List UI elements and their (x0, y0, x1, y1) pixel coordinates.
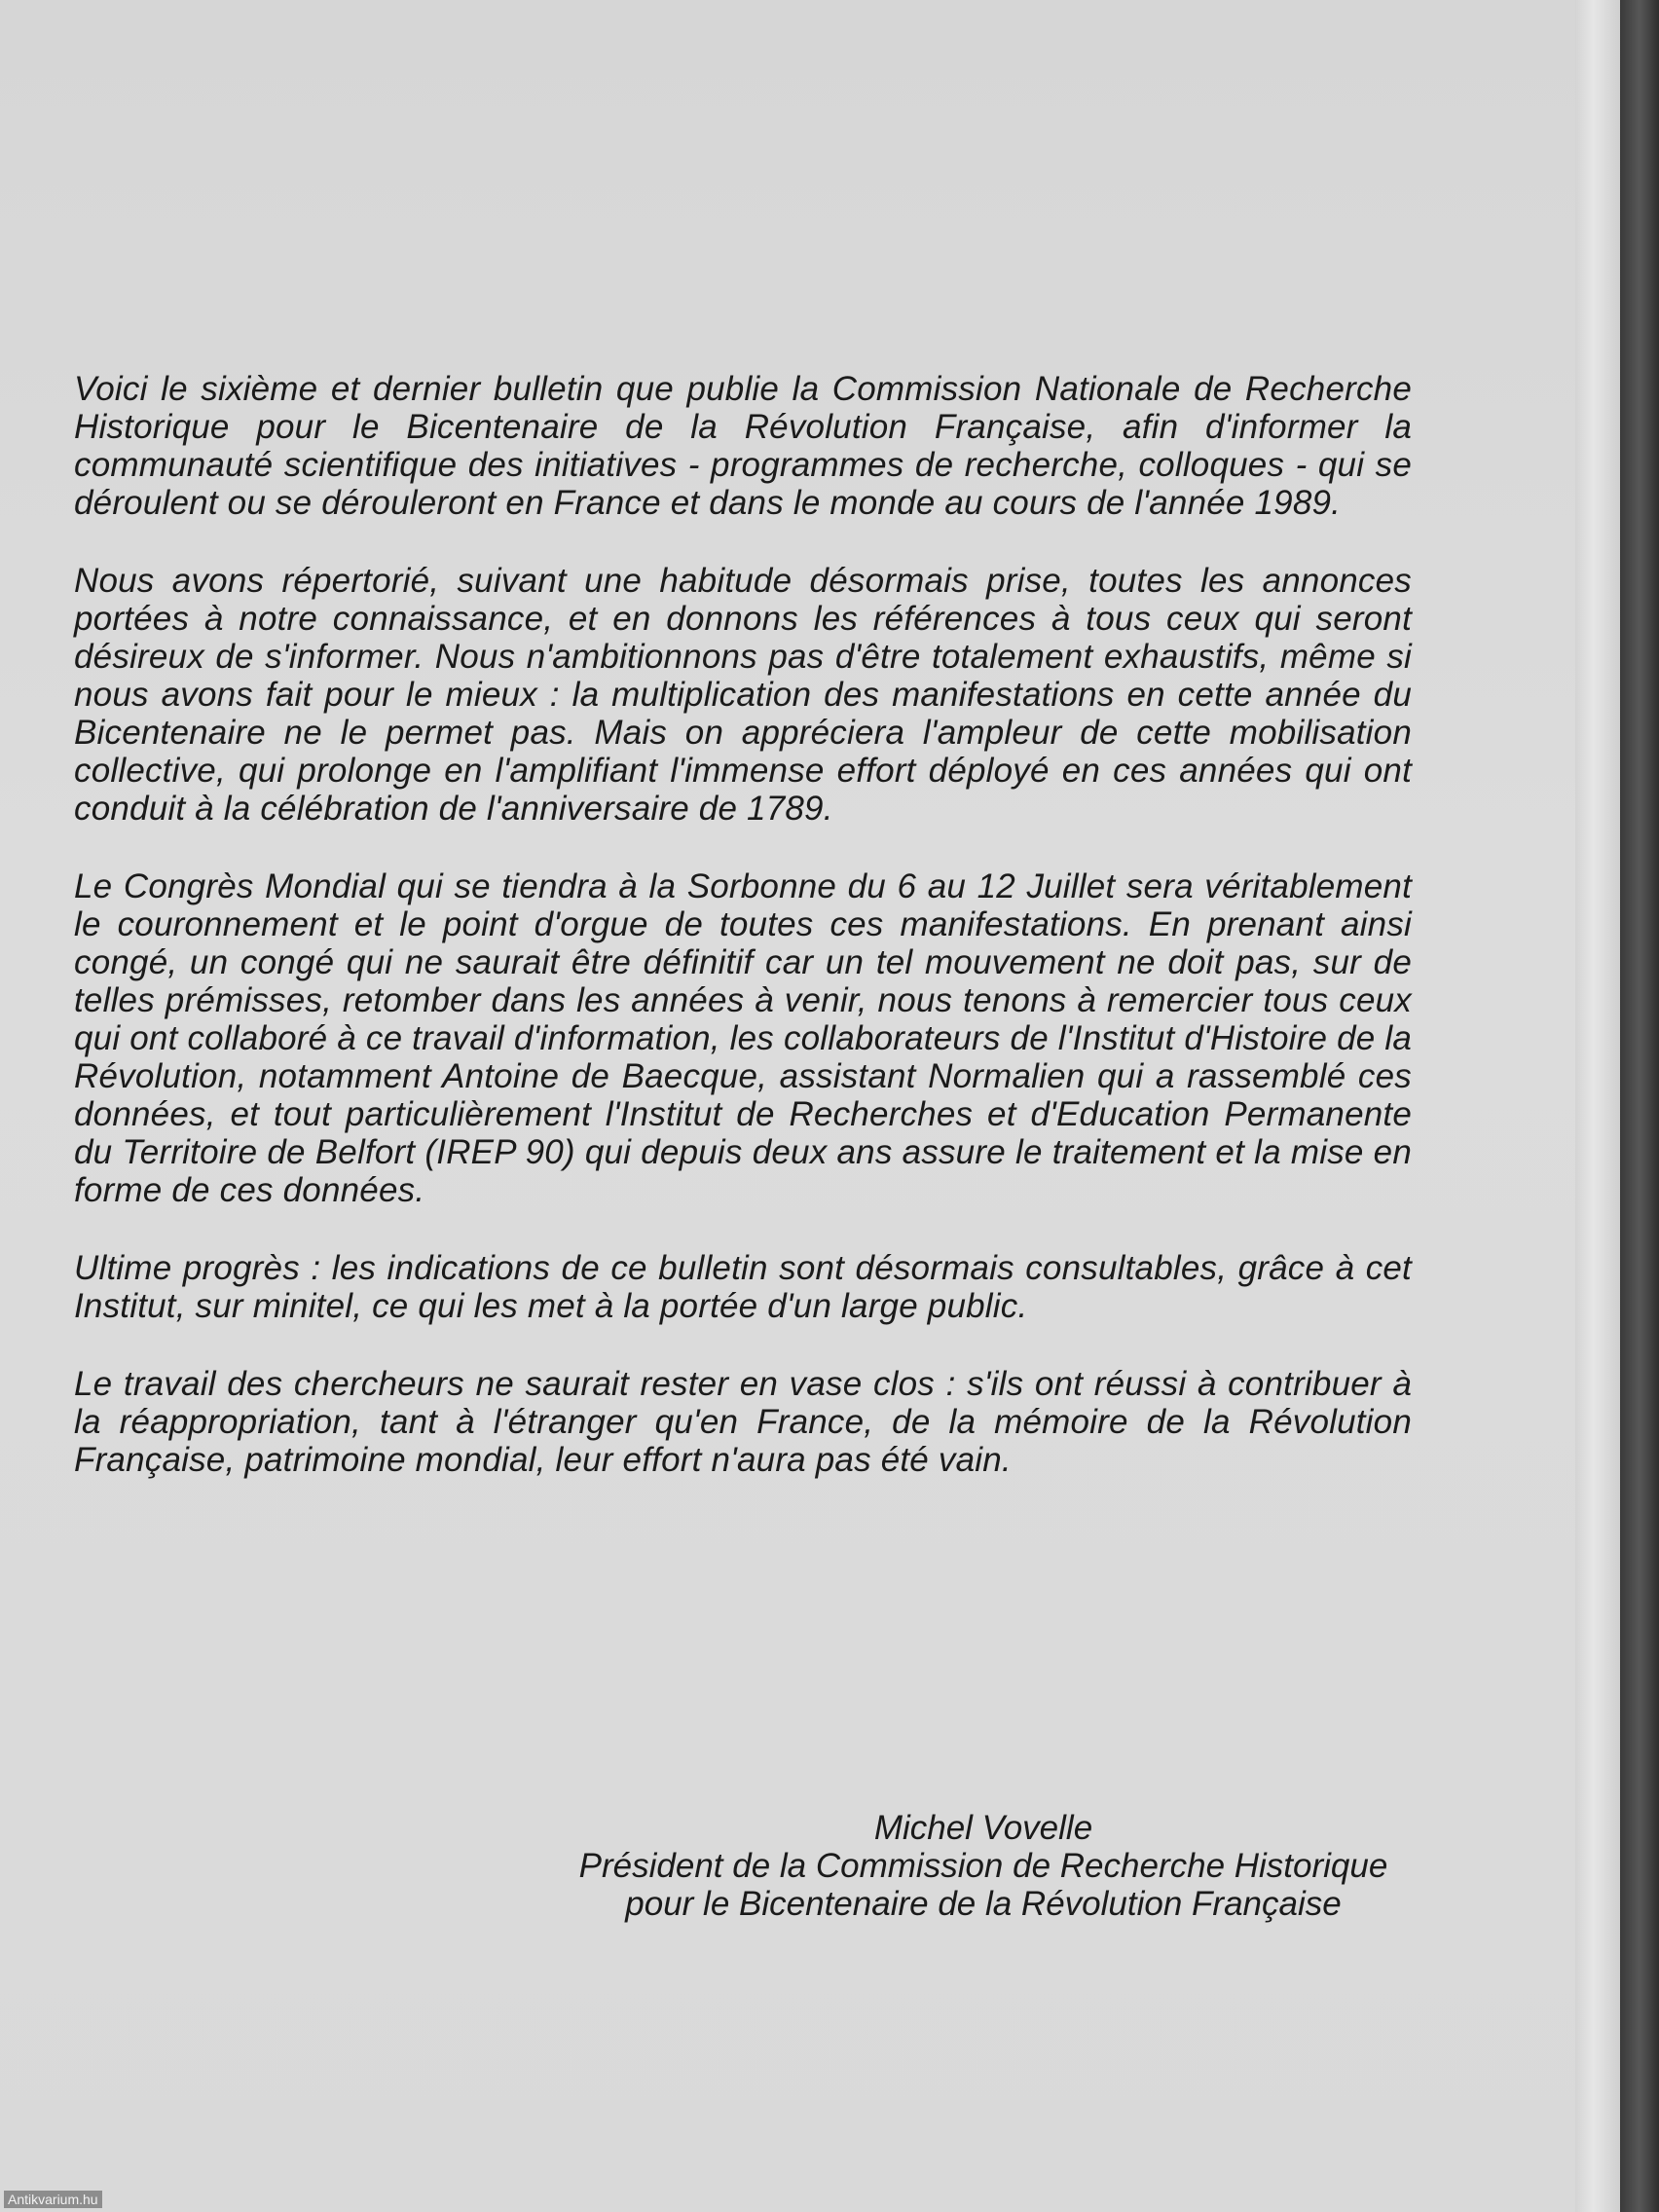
paragraph-intro: Voici le sixième et dernier bulletin que publie la Commission Nationale de Recherche Historique pour le Bicentenaire de la Révolution Française, afin d'informer la communauté scientifique des initiatives - programmes de recherche, colloques - qui se déroulent ou se dérouleront en France et dans le monde au cours de l'année 1989. (74, 370, 1412, 522)
book-spine-shadow (1620, 0, 1659, 2212)
signatory-title-line1: Président de la Commission de Recherche Historique (578, 1847, 1388, 1885)
signature-block (545, 1809, 1421, 1923)
signatory-name: Michel Vovelle (873, 1809, 1093, 1847)
paragraph-congress: Le Congrès Mondial qui se tiendra à la Sorbonne du 6 au 12 Juillet sera véritablement le couronnement et le point d'orgue de toutes ces manifestations. En prenant ainsi congé, un congé qui ne saurait être définitif car un tel mouvement ne doit pas, sur de telles prémisses, retomber dans les années à venir, nous tenons à remercier tous ceux qui ont collaboré à ce travail d'information, les collaborateurs de l'Institut d'Histoire de la Révolution, notamment Antoine de Baecque, assistant Normalien qui a rassemblé ces données, et tout particulièrement l'Institut de Recherches et d'Education Permanente du Territoire de Belfort (IREP 90) qui depuis deux ans assure le traitement et la mise en forme de ces données. (74, 867, 1412, 1209)
signatory-title-line2: pour le Bicentenaire de la Révolution Française (625, 1885, 1342, 1923)
page-edge (1575, 0, 1620, 2212)
paragraph-inventory: Nous avons répertorié, suivant une habitude désormais prise, toutes les annonces portées à notre connaissance, et en donnons les références à tous ceux qui seront désireux de s'informer. Nous n'ambitionnons pas d'être totalement exhaustifs, même si nous avons fait pour le mieux : la multiplication des manifestations en cette année du Bicentenaire ne le permet pas. Mais on appréciera l'ampleur de cette mobilisation collective, qui prolonge en l'amplifiant l'immense effort déployé en ces années qui ont conduit à la célébration de l'anniversaire de 1789. (74, 562, 1412, 828)
watermark: Antikvarium.hu (4, 2191, 102, 2208)
letter-body (74, 370, 1412, 1519)
paragraph-minitel: Ultime progrès : les indications de ce bulletin sont désormais consultables, grâce à cet Institut, sur minitel, ce qui les met à la portée d'un large public. (74, 1249, 1412, 1325)
paragraph-conclusion: Le travail des chercheurs ne saurait rester en vase clos : s'ils ont réussi à contribuer à la réappropriation, tant à l'étranger qu'en France, de la mémoire de la Révolution Française, patrimoine mondial, leur effort n'aura pas été vain. (74, 1365, 1412, 1479)
